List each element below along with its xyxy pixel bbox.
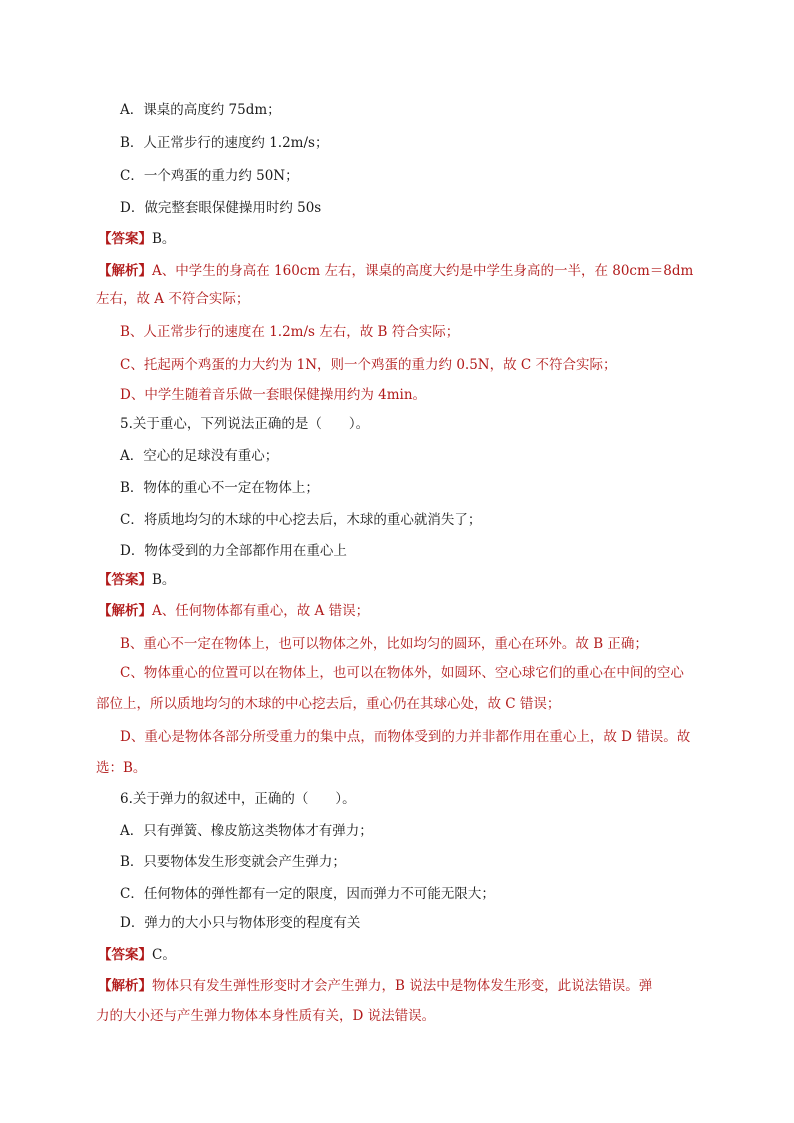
answer-value: C。: [152, 947, 176, 963]
q6-analysis-line-2: 力的大小还与产生弹力物体本身性质有关，D 说法错误。: [96, 1008, 436, 1024]
q5-option-c: C．将质地均匀的木球的中心挖去后，木球的重心就消失了；: [120, 512, 482, 528]
q6-option-c: C．任何物体的弹性都有一定的限度，因而弹力不可能无限大；: [120, 886, 495, 902]
analysis-tag: 【解析】: [98, 263, 152, 279]
answer-tag: 【答案】: [98, 231, 152, 247]
q5-analysis-line-5: D、重心是物体各部分所受重力的集中点，而物体受到的力并非都作用在重心上，故 D 错误。故: [120, 729, 691, 745]
q5-analysis-line-3: C、物体重心的位置可以在物体上，也可以在物体外，如圆环、空心球它们的重心在中间的空心: [120, 665, 684, 681]
q6-option-a: A．只有弹簧、橡皮筋这类物体才有弹力；: [120, 823, 373, 839]
analysis-text: 物体只有发生弹性形变时才会产生弹力，B 说法中是物体发生形变，此说法错误。弹: [152, 978, 653, 994]
answer-tag: 【答案】: [98, 572, 152, 588]
q4-analysis-line-3: B、人正常步行的速度在 1.2m/s 左右，故 B 符合实际；: [120, 324, 460, 340]
q6-stem: 6.关于弹力的叙述中，正确的（ ）。: [120, 791, 356, 807]
q6-option-d: D．弹力的大小只与物体形变的程度有关: [120, 915, 361, 931]
q4-option-b: B．人正常步行的速度约 1.2m/s；: [120, 135, 329, 151]
answer-tag: 【答案】: [98, 947, 152, 963]
q6-option-b: B．只要物体发生形变就会产生弹力；: [120, 854, 346, 870]
analysis-text: A、中学生的身高在 160cm 左右，课桌的高度大约是中学生身高的一半，在 80cm＝8dm: [152, 263, 694, 279]
answer-value: B。: [152, 572, 176, 588]
q4-option-d: D．做完整套眼保健操用时约 50s: [120, 200, 322, 216]
q4-option-a: A．课桌的高度约 75dm；: [120, 102, 281, 118]
q5-analysis-line-6: 选：B。: [96, 760, 147, 776]
q5-option-d: D．物体受到的力全部都作用在重心上: [120, 543, 347, 559]
q5-option-a: A．空心的足球没有重心；: [120, 448, 279, 464]
q5-analysis-line-4: 部位上，所以质地均匀的木球的中心挖去后，重心仍在其球心处，故 C 错误；: [96, 696, 561, 712]
q5-analysis-line-1: [98, 601, 369, 621]
analysis-text: A、任何物体都有重心，故 A 错误；: [152, 603, 370, 619]
q4-analysis-line-2: 左右，故 A 不符合实际；: [96, 291, 250, 307]
q6-analysis-line-1: [98, 976, 652, 996]
answer-value: B。: [152, 231, 176, 247]
q5-option-b: B．物体的重心不一定在物体上；: [120, 480, 319, 496]
analysis-tag: 【解析】: [98, 978, 152, 994]
q5-stem: 5.关于重心，下列说法正确的是（ ）。: [120, 416, 370, 432]
q5-answer: [98, 570, 175, 590]
q4-option-c: C．一个鸡蛋的重力约 50N；: [120, 168, 299, 184]
q4-analysis-line-1: [98, 261, 693, 281]
q4-answer: [98, 229, 175, 249]
q4-analysis-line-4: C、托起两个鸡蛋的力大约为 1N，则一个鸡蛋的重力约 0.5N，故 C 不符合实际；: [120, 357, 617, 373]
analysis-tag: 【解析】: [98, 603, 152, 619]
q6-answer: [98, 945, 176, 965]
q4-analysis-line-5: D、中学生随着音乐做一套眼保健操用约为 4min。: [120, 387, 427, 403]
q5-analysis-line-2: B、重心不一定在物体上，也可以物体之外，比如均匀的圆环，重心在环外。故 B 正确；: [120, 636, 648, 652]
